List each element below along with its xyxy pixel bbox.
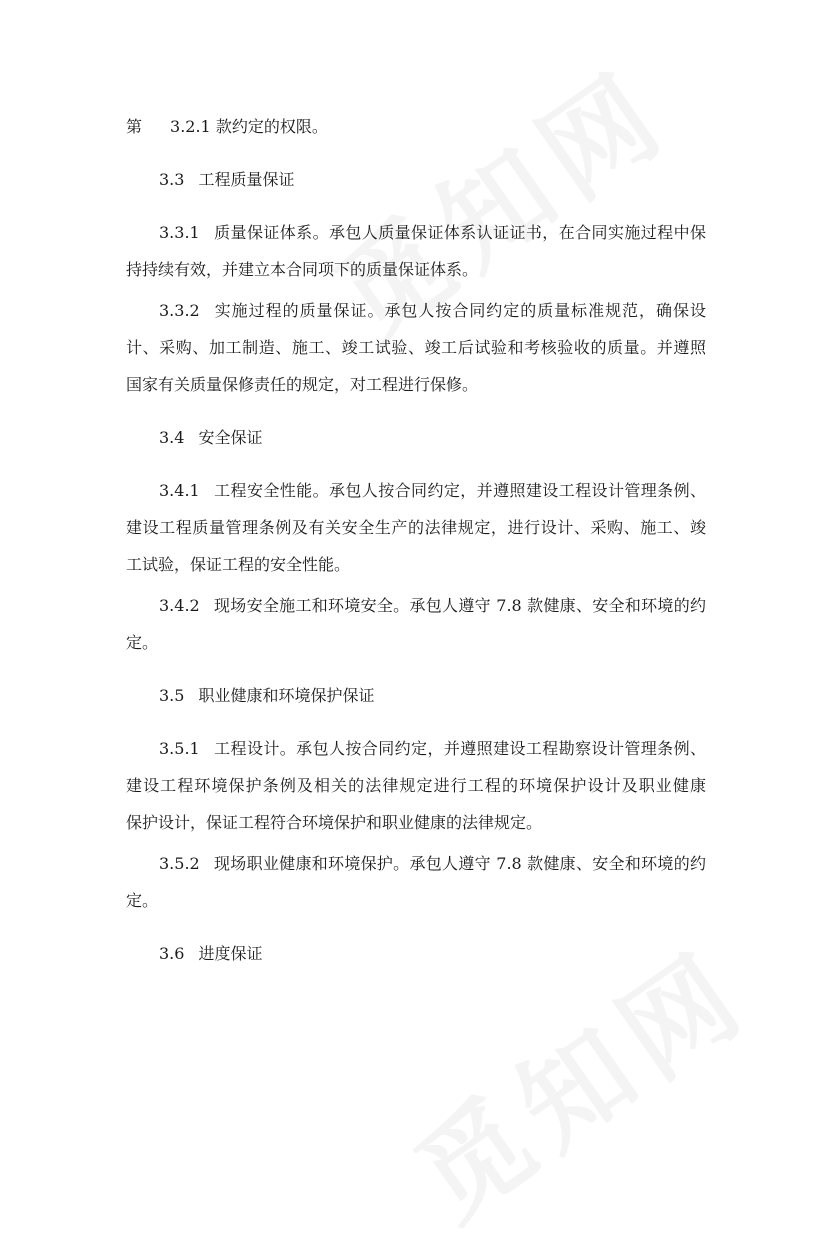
heading-number: 3.5: [159, 686, 185, 705]
paragraph-number: 3.4.1: [159, 481, 200, 500]
paragraph-line: 定。: [126, 633, 159, 652]
paragraph-number: 3.5.2: [159, 854, 200, 873]
paragraph-line: 现场职业健康和环境保护。承包人遵守 7.8 款健康、安全和环境的约: [213, 854, 706, 873]
heading-3-5: [126, 677, 706, 714]
paragraph-number: 3.3.1: [159, 223, 200, 242]
paragraph-3-3-2: [126, 292, 706, 403]
paragraph-line: 定。: [126, 891, 159, 910]
heading-3-4: [126, 419, 706, 456]
heading-number: 3.6: [159, 944, 185, 963]
heading-text: 安全保证: [198, 428, 263, 447]
paragraph-3-4-1: [126, 472, 706, 583]
paragraph-number: 3.4.2: [159, 596, 200, 615]
paragraph-line: 工试验，保证工程的安全性能。: [126, 555, 351, 574]
paragraph-line: 实施过程的质量保证。承包人按合同约定的质量标准规范，确保设: [213, 301, 706, 320]
paragraph-line: 建设工程环境保护条例及相关的法律规定进行工程的环境保护设计及职业健康: [126, 776, 706, 795]
paragraph-line: 工程安全性能。承包人按合同约定，并遵照建设工程设计管理条例、: [213, 481, 706, 500]
line-prefix: 第: [126, 117, 143, 136]
heading-text: 职业健康和环境保护保证: [198, 686, 375, 705]
paragraph-3-4-2: [126, 587, 706, 661]
paragraph-line: 保护设计，保证工程符合环境保护和职业健康的法律规定。: [126, 813, 543, 832]
line-text: 3.2.1 款约定的权限。: [170, 117, 328, 136]
heading-number: 3.4: [159, 428, 185, 447]
paragraph-line: 工程设计。承包人按合同约定，并遵照建设工程勘察设计管理条例、: [213, 739, 706, 758]
heading-3-3: [126, 161, 706, 198]
document-body: [126, 108, 706, 972]
heading-number: 3.3: [159, 170, 185, 189]
paragraph-line: 持持续有效，并建立本合同项下的质量保证体系。: [126, 260, 479, 279]
paragraph-line: 建设工程质量管理条例及有关安全生产的法律规定，进行设计、采购、施工、竣: [126, 518, 706, 537]
paragraph-line: 质量保证体系。承包人质量保证体系认证证书，在合同实施过程中保: [213, 223, 706, 242]
paragraph-line: 计、采购、加工制造、施工、竣工试验、竣工后试验和考核验收的质量。并遵照: [126, 338, 706, 357]
heading-3-6: [126, 935, 706, 972]
paragraph-3-3-1: [126, 214, 706, 288]
paragraph-number: 3.5.1: [159, 739, 200, 758]
paragraph-line: 现场安全施工和环境安全。承包人遵守 7.8 款健康、安全和环境的约: [213, 596, 706, 615]
heading-text: 进度保证: [198, 944, 263, 963]
paragraph-line: 国家有关质量保修责任的规定，对工程进行保修。: [126, 375, 479, 394]
paragraph-3-5-1: [126, 730, 706, 841]
paragraph-3-5-2: [126, 845, 706, 919]
heading-text: 工程质量保证: [198, 170, 295, 189]
paragraph-number: 3.3.2: [159, 301, 200, 320]
line-3-2-1-tail: [126, 108, 706, 145]
